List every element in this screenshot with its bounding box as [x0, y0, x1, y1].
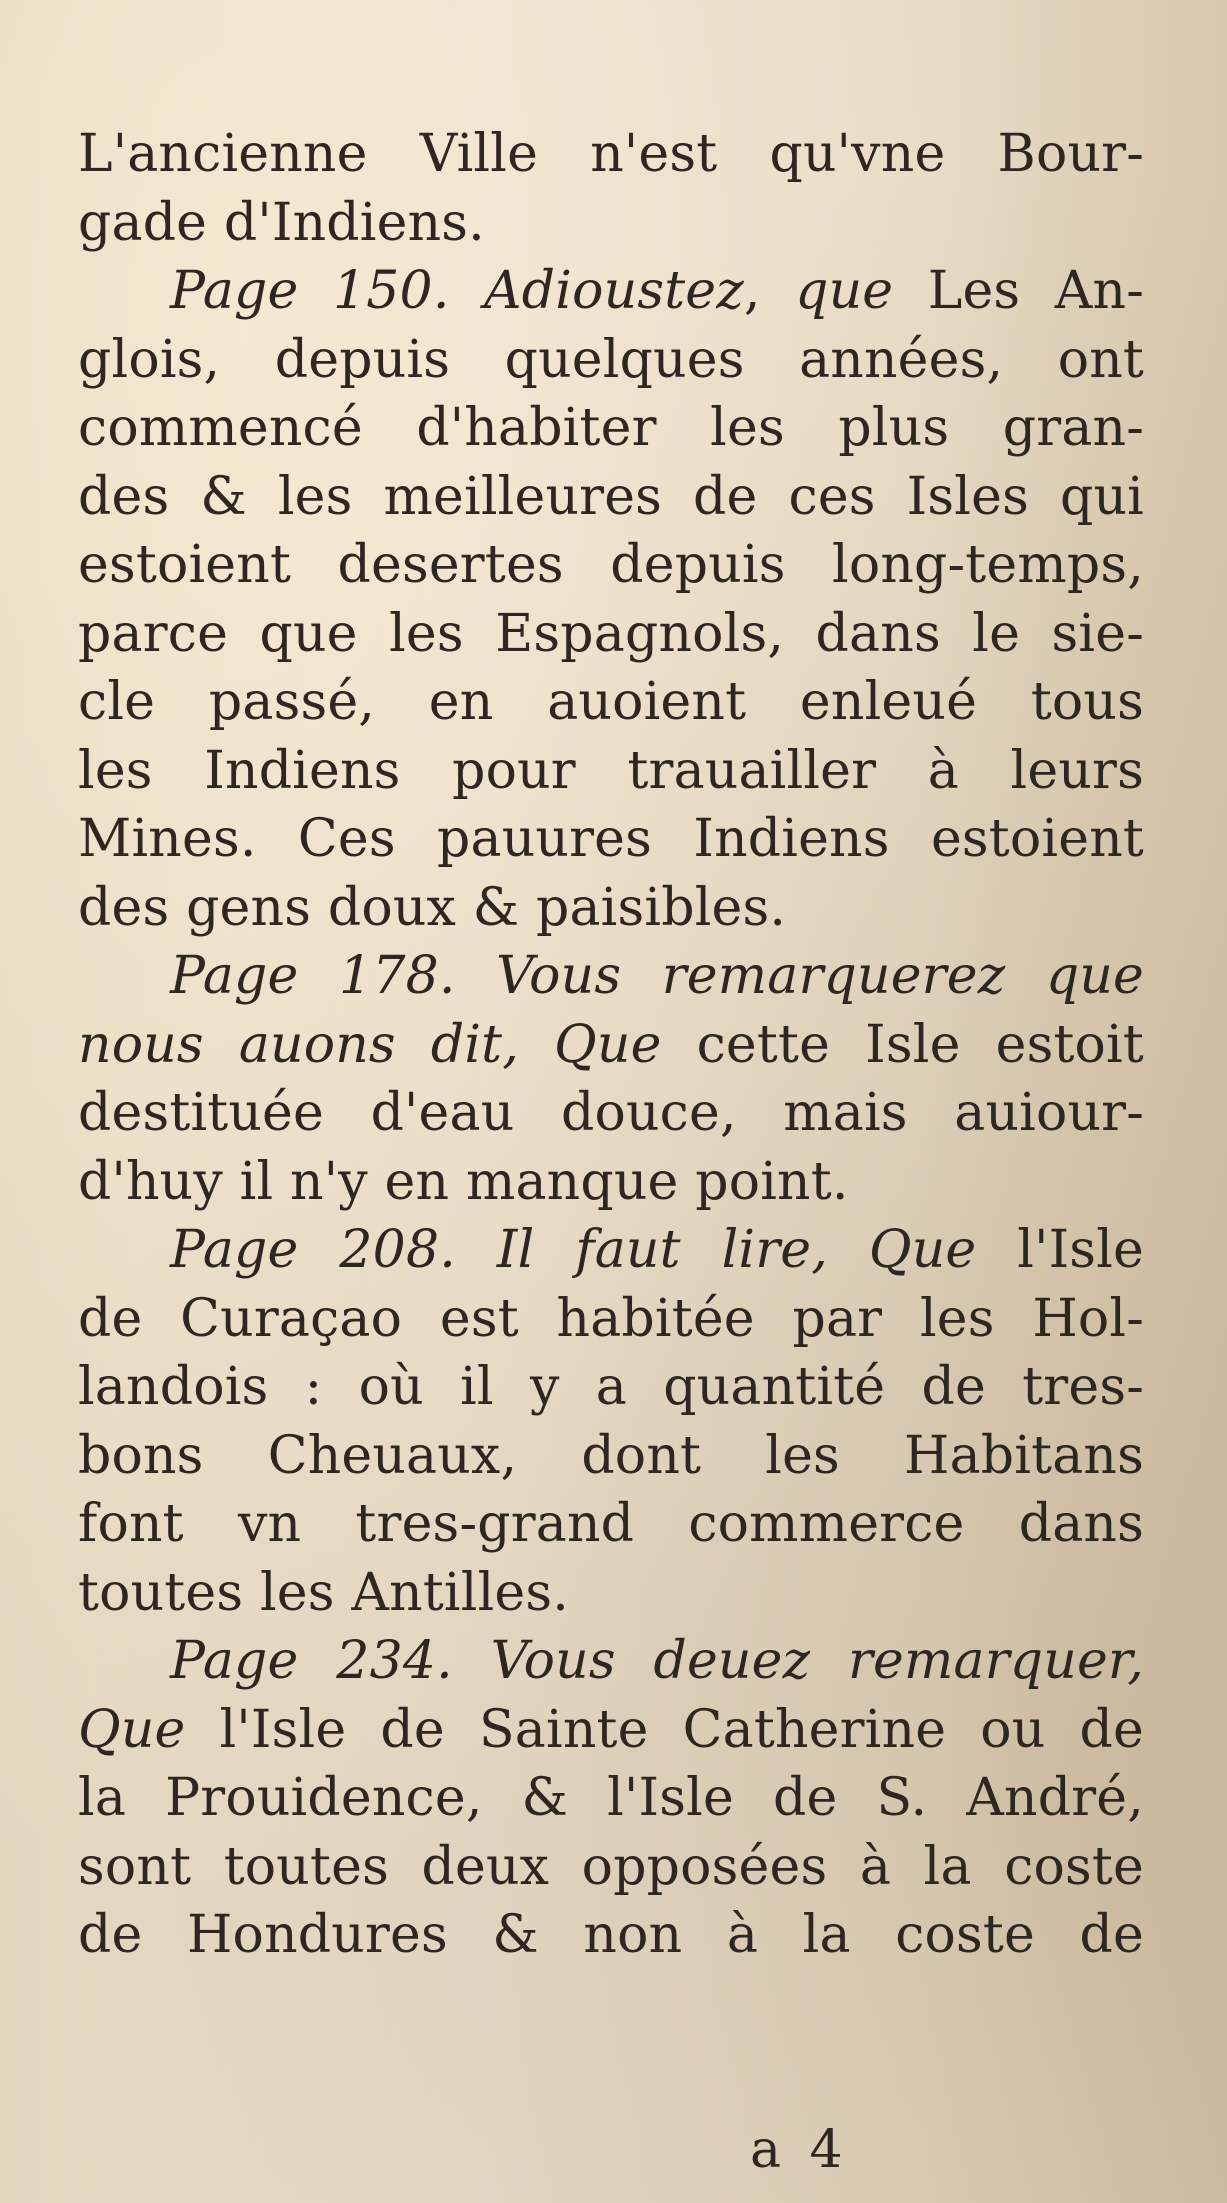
text-segment: d'huy il n'y en manque point. — [78, 1151, 849, 1212]
text-line — [78, 668, 1144, 737]
text-segment: de Hondures & non à la coste de — [78, 1905, 1144, 1965]
text-segment: cle passé, en auoient enleué tous — [78, 672, 1144, 732]
text-line — [78, 1696, 1144, 1765]
text-segment: L'ancienne Ville n'est qu'vne Bour- — [78, 124, 1144, 184]
text-line — [78, 394, 1144, 463]
text-segment: toutes les Antilles. — [78, 1562, 570, 1623]
text-segment: les Indiens pour trauailler à leurs — [78, 740, 1144, 801]
italic-segment: Page 150. — [170, 261, 485, 321]
text-line — [78, 1285, 1144, 1354]
text-segment: landois : où il y a quantité de tres- — [78, 1357, 1144, 1417]
text-line — [78, 1490, 1144, 1559]
text-line — [78, 120, 1144, 189]
text-segment: des & les meilleures de ces Isles qui — [78, 466, 1144, 527]
text-line — [78, 1079, 1144, 1148]
text-line — [78, 1422, 1144, 1491]
text-line — [78, 737, 1144, 806]
italic-segment: Page 234. Vous deuez remarquer, — [170, 1631, 1144, 1691]
text-line — [78, 1559, 1144, 1628]
text-segment: glois, depuis quelques années, ont — [78, 329, 1144, 390]
text-line — [78, 1764, 1144, 1833]
text-segment: bons Cheuaux, dont les Habitans — [78, 1425, 1144, 1486]
text-segment: l'Isle — [976, 1220, 1144, 1280]
text-line — [78, 326, 1144, 395]
text-line — [78, 1833, 1144, 1902]
text-line — [78, 1216, 1144, 1285]
italic-segment: Adioustez — [484, 261, 744, 321]
text-segment: Mines. Ces pauures Indiens estoient — [78, 809, 1144, 869]
text-segment: Les An- — [893, 261, 1144, 321]
text-line — [78, 1627, 1144, 1696]
text-line — [78, 600, 1144, 669]
text-line — [78, 1901, 1144, 1970]
italic-segment: Que — [868, 1220, 977, 1280]
text-line — [78, 1353, 1144, 1422]
text-segment: commencé d'habiter les plus gran- — [78, 398, 1144, 458]
text-line — [78, 1011, 1144, 1080]
text-line — [78, 805, 1144, 874]
text-line — [78, 463, 1144, 532]
text-line — [78, 942, 1144, 1011]
text-segment: parce que les Espagnols, dans le sie- — [78, 603, 1144, 664]
text-segment: sont toutes deux opposées à la coste — [78, 1836, 1144, 1897]
italic-segment: Que — [554, 1014, 662, 1075]
italic-segment: Page 208. Il faut lire, — [170, 1220, 869, 1280]
text-segment: gade d'Indiens. — [78, 192, 485, 253]
text-segment: des gens doux & paisibles. — [78, 877, 787, 938]
italic-segment: Que — [78, 1699, 186, 1760]
text-segment: cette Isle estoit — [661, 1014, 1144, 1075]
text-segment: font vn tres-grand commerce dans — [78, 1494, 1144, 1554]
text-segment: l'Isle de Sainte Catherine ou de — [185, 1699, 1144, 1760]
italic-segment: Page 178. Vous remarquerez que — [170, 946, 1144, 1006]
text-segment: destituée d'eau douce, mais auiour- — [78, 1083, 1144, 1143]
text-line — [78, 531, 1144, 600]
text-line — [78, 874, 1144, 943]
page-text — [78, 120, 1144, 1970]
text-line — [78, 189, 1144, 258]
text-segment: estoient desertes depuis long-temps, — [78, 535, 1144, 595]
italic-segment: nous auons dit, — [78, 1014, 555, 1075]
text-segment: , — [743, 261, 796, 321]
signature-mark: a 4 — [750, 2120, 849, 2180]
text-line — [78, 257, 1144, 326]
text-segment: de Curaçao est habitée par les Hol- — [78, 1288, 1144, 1349]
text-line — [78, 1148, 1144, 1217]
text-segment: la Prouidence, & l'Isle de S. André, — [78, 1768, 1144, 1828]
italic-segment: que — [795, 261, 894, 321]
